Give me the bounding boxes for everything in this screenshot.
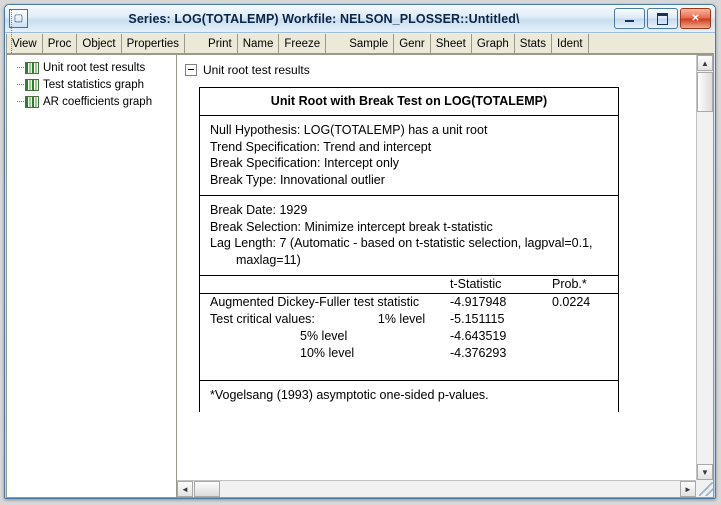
toolbar-button-ident[interactable]: Ident xyxy=(552,34,589,53)
scroll-up-button[interactable]: ▲ xyxy=(697,55,713,71)
critical-value-1: -5.151115 xyxy=(450,312,505,326)
table-icon xyxy=(25,79,39,91)
scroll-down-button[interactable]: ▼ xyxy=(697,464,713,480)
tree-item-label: Unit root test results xyxy=(43,61,146,74)
toolbar-separator-2 xyxy=(326,34,344,53)
window-title: Series: LOG(TOTALEMP) Workfile: NELSON_PLOSSER::Untitled\ xyxy=(128,11,520,26)
break-selection-line: Break Selection: Minimize intercept break t-statistic xyxy=(210,219,493,234)
toolbar-button-freeze[interactable]: Freeze xyxy=(279,34,326,53)
tree-item-ar-coefficients-graph[interactable] xyxy=(11,93,176,110)
tree-item-test-statistics-graph[interactable] xyxy=(11,76,176,93)
toolbar-button-view[interactable]: View xyxy=(6,34,43,53)
critical-values-label xyxy=(200,311,440,328)
lag-length-line: Lag Length: 7 (Automatic - based on t-statistic selection, lagpval=0.1, xyxy=(210,236,593,250)
unit-root-results-table xyxy=(199,87,619,412)
results-pane xyxy=(176,54,714,498)
empty-cell xyxy=(542,345,618,362)
null-hypothesis-line: Null Hypothesis: LOG(TOTALEMP) has a unit root xyxy=(210,123,488,137)
table-row-critical-2 xyxy=(200,328,618,345)
lag-length-line-cont: maxlag=11) xyxy=(236,252,301,267)
outline-header[interactable] xyxy=(177,55,696,77)
vertical-scroll-thumb[interactable] xyxy=(697,72,713,112)
toolbar-button-properties[interactable]: Properties xyxy=(122,34,185,53)
tree-item-unit-root-test-results[interactable] xyxy=(11,59,176,76)
critical-value-3: -4.376293 xyxy=(450,346,507,360)
critical-level-3: 10% level xyxy=(300,346,355,360)
toolbar-button-graph[interactable]: Graph xyxy=(472,34,515,53)
empty-cell xyxy=(542,328,618,345)
column-header-prob: Prob.* xyxy=(552,277,587,291)
toolbar xyxy=(6,34,714,54)
resize-grip[interactable] xyxy=(699,482,713,496)
toolbar-button-name[interactable]: Name xyxy=(238,34,280,53)
scroll-left-button[interactable]: ◄ xyxy=(177,481,193,497)
toolbar-separator xyxy=(185,34,203,53)
toolbar-button-print[interactable]: Print xyxy=(203,34,238,53)
adf-statistic: -4.917948 xyxy=(450,295,507,309)
table-icon xyxy=(25,62,39,74)
break-type-line: Break Type: Innovational outlier xyxy=(210,172,385,187)
table-icon xyxy=(25,96,39,108)
tree-item-label: Test statistics graph xyxy=(43,78,144,91)
footnote: *Vogelsang (1993) asymptotic one-sided p-values. xyxy=(210,388,489,402)
eviews-icon: ▢ xyxy=(9,9,28,28)
test-values-table xyxy=(200,294,618,362)
toolbar-button-stats[interactable]: Stats xyxy=(515,34,552,53)
horizontal-scrollbar[interactable] xyxy=(177,480,696,497)
break-block xyxy=(200,196,618,275)
empty-cell xyxy=(542,311,618,328)
scroll-right-button[interactable]: ► xyxy=(680,481,696,497)
break-specification-line: Break Specification: Intercept only xyxy=(210,156,399,170)
window-buttons xyxy=(614,8,711,29)
toolbar-button-sample[interactable]: Sample xyxy=(344,34,394,53)
statistics-table xyxy=(200,276,618,293)
title-bar[interactable] xyxy=(5,5,715,33)
critical-level-1: 1% level xyxy=(377,312,426,326)
vertical-scrollbar[interactable] xyxy=(696,55,713,480)
tree-item-label: AR coefficients graph xyxy=(43,95,153,108)
toolbar-button-object[interactable]: Object xyxy=(77,34,121,53)
trend-specification-line: Trend Specification: Trend and intercept xyxy=(210,139,432,154)
series-window xyxy=(4,4,716,499)
column-header-t-statistic: t-Statistic xyxy=(450,277,502,291)
close-button[interactable]: ✕ xyxy=(680,8,711,29)
table-row-critical-1 xyxy=(200,311,618,328)
outline-label: Unit root test results xyxy=(203,63,310,77)
toolbar-button-sheet[interactable]: Sheet xyxy=(431,34,472,53)
toolbar-button-genr[interactable]: Genr xyxy=(394,34,431,53)
adf-label: Augmented Dickey-Fuller test statistic xyxy=(210,295,420,309)
results-scroll-area xyxy=(177,55,696,480)
minimize-button[interactable] xyxy=(614,8,645,29)
critical-value-2: -4.643519 xyxy=(450,329,507,343)
toolbar-button-proc[interactable]: Proc xyxy=(43,34,78,53)
critical-level-2: 5% level xyxy=(300,329,348,343)
spacer-cell xyxy=(200,276,440,293)
break-date-line: Break Date: 1929 xyxy=(210,203,308,217)
collapse-icon[interactable] xyxy=(185,64,197,76)
maximize-button[interactable] xyxy=(647,8,678,29)
table-row-critical-3 xyxy=(200,345,618,362)
specification-block xyxy=(200,116,618,195)
table-header-row xyxy=(200,276,618,293)
table-bottom-space xyxy=(200,362,618,380)
critical-label-text: Test critical values: xyxy=(210,312,315,326)
table-row-adf xyxy=(200,294,618,311)
horizontal-scroll-thumb[interactable] xyxy=(194,481,220,497)
results-title: Unit Root with Break Test on LOG(TOTALEMP) xyxy=(270,94,548,108)
results-tree xyxy=(6,54,176,498)
window-body xyxy=(6,54,714,498)
adf-prob: 0.0224 xyxy=(552,295,591,309)
